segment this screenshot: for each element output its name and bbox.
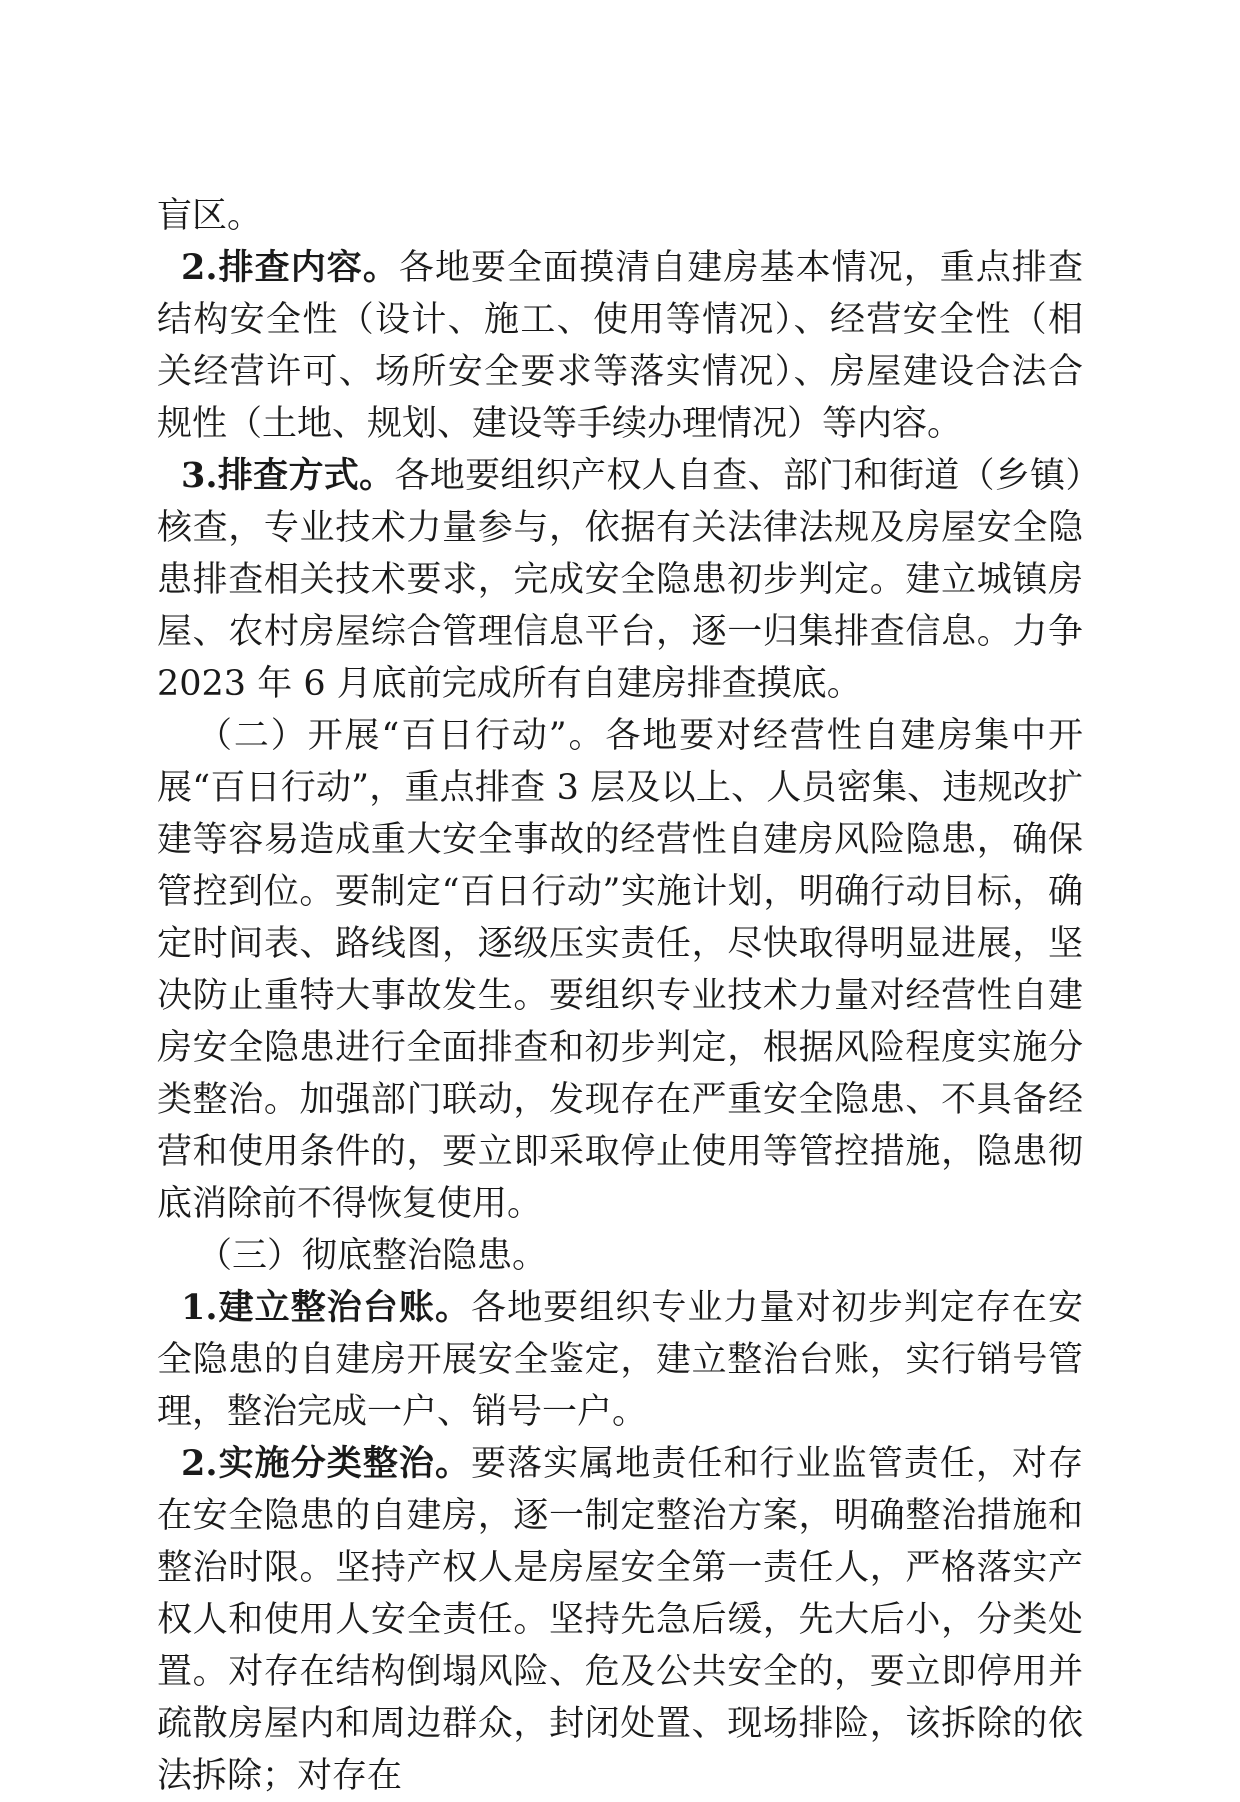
paragraph-heading: 2.排查内容。 <box>181 247 399 288</box>
paragraph-rectification-ledger <box>157 1282 1083 1438</box>
section-heading-rectification <box>157 1230 1083 1282</box>
paragraph-heading: （二）开展“百日行动”。 <box>197 716 606 756</box>
document-page <box>157 190 1083 1802</box>
paragraph-heading: （三）彻底整治隐患。 <box>197 1236 548 1276</box>
paragraph-hundred-day-action <box>157 710 1083 1230</box>
paragraph-text: 要落实属地责任和行业监管责任，对存在安全隐患的自建房，逐一制定整治方案，明确整治措施和整治时限。坚持产权人是房屋安全第一责任人，严格落实产权人和使用人安全责任。坚持先急后缓，先大后小，分类处置。对存在结构倒塌风险、危及公共安全的，要立即停用并疏散房屋内和周边群众，封闭处置、现场排险，该拆除的依法拆除；对存在 <box>157 1444 1083 1796</box>
paragraph-inspection-method <box>157 450 1083 710</box>
paragraph-heading: 3.排查方式。 <box>181 455 395 496</box>
paragraph-text: 各地要全面摸清自建房基本情况，重点排查结构安全性（设计、施工、使用等情况）、经营安全性（相关经营许可、场所安全要求等落实情况）、房屋建设合法合规性（土地、规划、建设等手续办理情况）等内容。 <box>157 248 1083 444</box>
paragraph-heading: 1.建立整治台账。 <box>181 1287 472 1328</box>
paragraph-text: 各地要组织专业力量对初步判定存在安全隐患的自建房开展安全鉴定，建立整治台账，实行销号管理，整治完成一户、销号一户。 <box>157 1288 1083 1432</box>
paragraph-continuation <box>157 190 1083 242</box>
paragraph-text: 盲区。 <box>157 196 263 236</box>
paragraph-classified-rectification <box>157 1438 1083 1802</box>
paragraph-heading: 2.实施分类整治。 <box>181 1443 472 1484</box>
paragraph-inspection-content <box>157 242 1083 450</box>
paragraph-text: 各地要组织产权人自查、部门和街道（乡镇）核查，专业技术力量参与，依据有关法律法规及房屋安全隐患排查相关技术要求，完成安全隐患初步判定。建立城镇房屋、农村房屋综合管理信息平台，逐一归集排查信息。力争 2023 年 6 月底前完成所有自建房排查摸底。 <box>157 456 1083 704</box>
paragraph-text: 各地要对经营性自建房集中开展“百日行动”，重点排查 3 层及以上、人员密集、违规改扩建等容易造成重大安全事故的经营性自建房风险隐患，确保管控到位。要制定“百日行动”实施计划，明确行动目标，确定时间表、路线图，逐级压实责任，尽快取得明显进展，坚决防止重特大事故发生。要组织专业技术力量对经营性自建房安全隐患进行全面排查和初步判定，根据风险程度实施分类整治。加强部门联动，发现存在严重安全隐患、不具备经营和使用条件的，要立即采取停止使用等管控措施，隐患彻底消除前不得恢复使用。 <box>157 716 1083 1224</box>
